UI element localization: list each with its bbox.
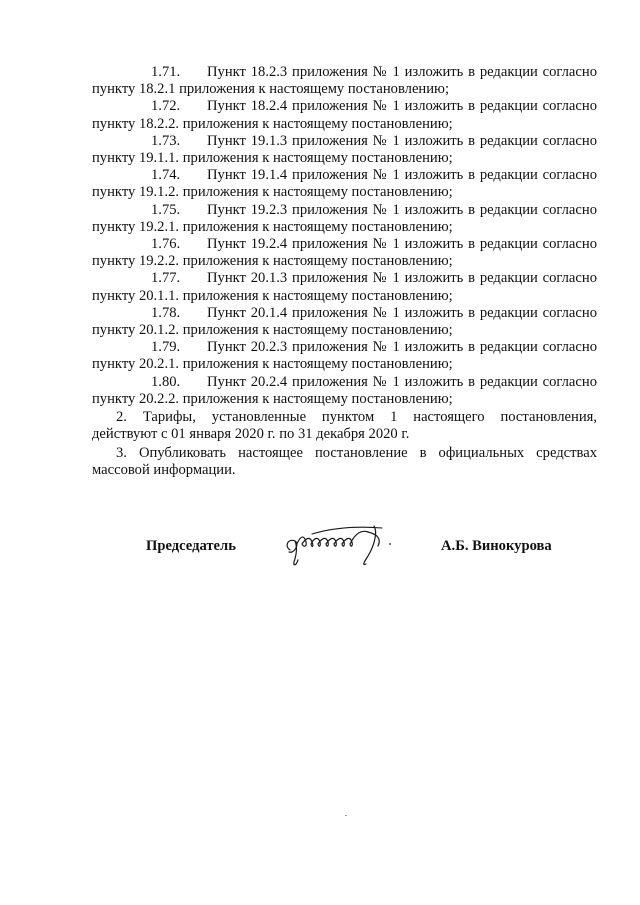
item-text-continuation: пункту 19.1.1. приложения к настоящему постановлению; xyxy=(92,149,453,166)
item-text: Пункт 18.2.3 приложения № 1 изложить в редакции согласно xyxy=(207,64,597,80)
item-number: 1.80. xyxy=(151,373,181,390)
item-text-continuation: пункту 20.1.1. приложения к настоящему постановлению; xyxy=(92,287,453,304)
item-number: 1.73. xyxy=(151,132,181,149)
amendment-line-2 xyxy=(92,184,597,201)
paragraph-2 xyxy=(92,409,597,443)
item-text-continuation: пункту 19.2.1. приложения к настоящему постановлению; xyxy=(92,218,453,235)
amendment-line-1 xyxy=(92,374,597,391)
item-number: 1.76. xyxy=(151,235,181,252)
item-text-continuation: пункту 20.1.2. приложения к настоящему постановлению; xyxy=(92,321,453,338)
amendment-line-1 xyxy=(92,202,597,219)
amendment-line-1 xyxy=(92,64,597,81)
item-text-continuation: пункту 20.2.1. приложения к настоящему постановлению; xyxy=(92,356,453,373)
item-number: 1.72. xyxy=(151,98,181,115)
amendment-item xyxy=(92,98,597,132)
item-text-continuation: пункту 20.2.2. приложения к настоящему постановлению; xyxy=(92,390,453,407)
amendment-item xyxy=(92,202,597,236)
amendment-line-2 xyxy=(92,356,597,373)
amendment-list xyxy=(92,64,597,408)
item-number: 1.77. xyxy=(151,270,181,287)
paragraph-2-line-1: 2. Тарифы, установленные пунктом 1 настоящего постановления, xyxy=(116,409,597,425)
amendment-line-1 xyxy=(92,98,597,115)
item-text: Пункт 20.2.3 приложения № 1 изложить в редакции согласно xyxy=(207,339,597,356)
amendment-line-2 xyxy=(92,288,597,305)
amendment-line-1 xyxy=(92,339,597,356)
amendment-line-1 xyxy=(92,236,597,253)
paragraph-3-line-2: массовой информации. xyxy=(92,462,236,479)
item-number: 1.79. xyxy=(151,339,181,356)
item-text: Пункт 20.1.3 приложения № 1 изложить в редакции согласно xyxy=(207,270,597,287)
item-number: 1.75. xyxy=(151,201,181,218)
paragraph-3-line-1: 3. Опубликовать настоящее постановление в официальных средствах xyxy=(116,445,597,461)
item-text: Пункт 18.2.4 приложения № 1 изложить в редакции согласно xyxy=(207,98,597,115)
item-text: Пункт 19.2.4 приложения № 1 изложить в редакции согласно xyxy=(207,235,597,252)
amendment-line-1 xyxy=(92,167,597,184)
amendment-line-2 xyxy=(92,253,597,270)
amendment-item xyxy=(92,339,597,373)
amendment-line-2 xyxy=(92,322,597,339)
item-text: Пункт 19.1.4 приложения № 1 изложить в редакции согласно xyxy=(207,167,597,184)
item-number: 1.71. xyxy=(151,64,181,80)
item-text-continuation: пункту 19.1.2. приложения к настоящему постановлению; xyxy=(92,184,453,201)
handwritten-signature xyxy=(282,516,398,576)
signatory-name: А.Б. Винокурова xyxy=(441,538,552,554)
amendment-item xyxy=(92,374,597,408)
item-number: 1.74. xyxy=(151,167,181,184)
paragraph-3 xyxy=(92,445,597,479)
paragraph-2-line-2: действуют с 01 января 2020 г. по 31 декабря 2020 г. xyxy=(92,426,410,443)
amendment-line-1 xyxy=(92,305,597,322)
item-text: Пункт 19.2.3 приложения № 1 изложить в редакции согласно xyxy=(207,201,597,218)
amendment-item xyxy=(92,270,597,304)
item-number: 1.78. xyxy=(151,304,181,321)
signatory-title: Председатель xyxy=(146,538,236,554)
item-text: Пункт 19.1.3 приложения № 1 изложить в редакции согласно xyxy=(207,132,597,149)
item-text-continuation: пункту 18.2.2. приложения к настоящему постановлению; xyxy=(92,115,453,132)
amendment-line-2 xyxy=(92,391,597,408)
amendment-line-2 xyxy=(92,116,597,133)
amendment-item xyxy=(92,64,597,98)
amendment-item xyxy=(92,167,597,201)
amendment-line-1 xyxy=(92,270,597,287)
amendment-item xyxy=(92,305,597,339)
item-text: Пункт 20.2.4 приложения № 1 изложить в редакции согласно xyxy=(207,373,597,390)
amendment-line-2 xyxy=(92,81,597,98)
amendment-line-1 xyxy=(92,133,597,150)
item-text-continuation: пункту 18.2.1 приложения к настоящему постановлению; xyxy=(92,81,449,98)
amendment-line-2 xyxy=(92,150,597,167)
amendment-line-2 xyxy=(92,219,597,236)
item-text: Пункт 20.1.4 приложения № 1 изложить в редакции согласно xyxy=(207,304,597,321)
scan-speck xyxy=(345,815,347,816)
item-text-continuation: пункту 19.2.2. приложения к настоящему постановлению; xyxy=(92,253,453,270)
amendment-item xyxy=(92,236,597,270)
amendment-item xyxy=(92,133,597,167)
